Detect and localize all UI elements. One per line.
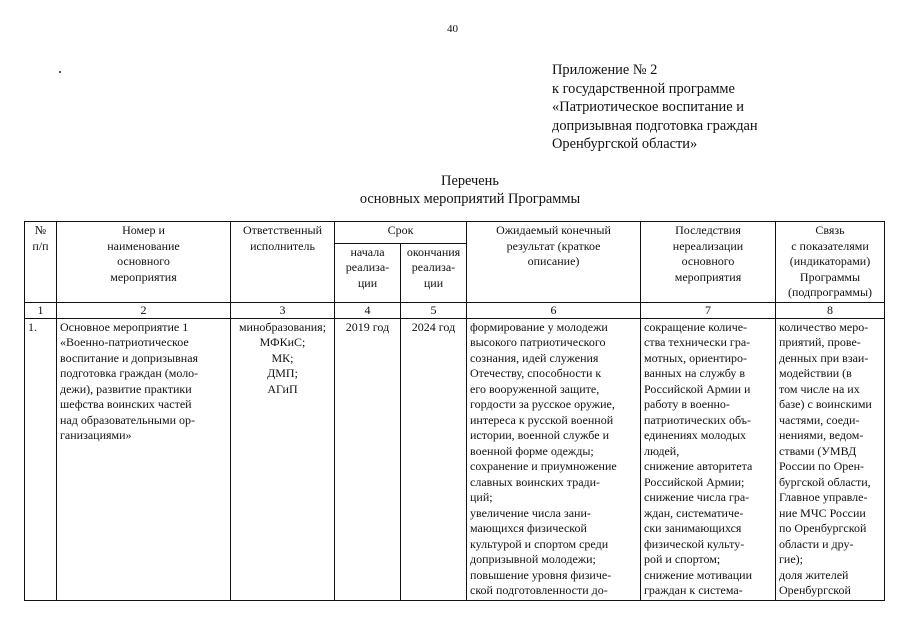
text-line: истории, военной службе и	[470, 428, 609, 442]
column-number: 2	[57, 302, 231, 318]
text-line: п/п	[32, 238, 49, 253]
text-line: ганизациями»	[60, 428, 132, 442]
text-line: нереализации	[672, 238, 744, 253]
header-end	[401, 243, 467, 302]
text-line: Связь	[815, 223, 845, 237]
text-line: ДМП;	[267, 366, 298, 380]
text-line: сохранение и приумножение	[470, 459, 617, 473]
text-line: с показателями	[791, 238, 869, 253]
scan-speck	[59, 71, 61, 73]
text-line: Оренбургской области»	[552, 136, 698, 153]
header-start	[335, 243, 401, 302]
text-line: снижение числа гра-	[644, 490, 750, 504]
appendix-heading	[552, 61, 758, 154]
text-line: ванных на службу в	[644, 366, 746, 380]
text-line: окончания	[406, 244, 461, 259]
table-row	[25, 318, 885, 600]
header-name	[57, 222, 231, 303]
text-line: Приложение № 2	[552, 62, 658, 78]
text-line: славных воинских тради-	[470, 474, 601, 489]
text-line: денных при взаи-	[779, 350, 869, 365]
text-line: высокого патриотического	[470, 335, 606, 349]
text-line: основного	[117, 254, 170, 268]
text-line: ской подготовленности до-	[470, 583, 608, 597]
column-number: 5	[401, 302, 467, 318]
text-line: над образовательными ор-	[60, 412, 196, 427]
text-line: (подпрограммы)	[787, 285, 873, 299]
title-line-1: Перечень	[441, 173, 499, 189]
non-implementation-consequences	[641, 318, 776, 600]
end-year: 2024 год	[401, 318, 467, 600]
text-line: шефства воинских частей	[60, 397, 192, 411]
text-line: мероприятия	[674, 269, 742, 284]
text-line: «Патриотическое воспитание и	[552, 99, 744, 116]
text-line: допризывной молодежи;	[470, 552, 596, 566]
text-line: доля жителей	[779, 567, 849, 582]
text-line: мероприятия	[110, 269, 177, 284]
text-line: «Военно-патриотическое	[60, 335, 189, 349]
text-line: описание)	[527, 254, 580, 268]
indicator-link	[776, 318, 885, 600]
text-line: Номер и	[122, 223, 165, 237]
text-line: реализа-	[345, 260, 390, 275]
text-line: МК;	[271, 350, 294, 365]
text-line: бургской области,	[779, 474, 871, 489]
text-line: ства технически гра-	[644, 335, 751, 349]
text-line: Оренбургской	[779, 583, 851, 597]
text-line: военной форме одежды;	[470, 443, 594, 458]
text-line: повышение уровня физиче-	[470, 567, 612, 582]
text-line: увеличение числа зани-	[470, 505, 591, 520]
text-line: по Оренбургской	[779, 521, 867, 535]
text-line: снижение авторитета	[644, 459, 753, 473]
text-line: сознания, идей служения	[470, 350, 599, 365]
text-line: ции	[357, 275, 378, 290]
text-line: гордости за русское оружие,	[470, 397, 615, 411]
text-line: его вооруженной защите,	[470, 381, 600, 396]
column-number: 4	[335, 302, 401, 318]
text-line: реализа-	[411, 260, 456, 275]
header-num	[25, 222, 57, 303]
text-line: мающихся физической	[470, 521, 587, 535]
header-consequences	[641, 222, 776, 303]
measure-name	[57, 318, 231, 600]
start-year: 2019 год	[335, 318, 401, 600]
text-line: снижение мотивации	[644, 567, 752, 582]
text-line: России по Орен-	[779, 459, 865, 473]
text-line: результат (краткое	[506, 238, 601, 253]
text-line: к государственной программе	[552, 80, 735, 97]
text-line: гие);	[779, 552, 803, 566]
text-line: минобразования;	[238, 319, 327, 334]
text-line: людей,	[644, 443, 680, 458]
column-numbers-row	[25, 302, 885, 318]
text-line: формирование у молодежи	[470, 319, 608, 334]
text-line: дежи), развитие практики	[60, 381, 192, 396]
text-line: области и дру-	[779, 536, 854, 551]
text-line: подготовка граждан (моло-	[60, 366, 199, 380]
text-line: Программы	[799, 269, 861, 284]
text-line: (индикаторами)	[789, 254, 871, 268]
text-line: сокращение количе-	[644, 319, 748, 334]
text-line: работу в военно-	[644, 397, 730, 411]
text-line: Основное мероприятие 1	[60, 319, 189, 334]
text-line: основного	[681, 254, 735, 268]
text-line: Последствия	[675, 223, 741, 237]
text-line: воспитание и допризывная	[60, 350, 199, 365]
text-line: ски занимающихся	[644, 521, 742, 535]
document-title	[0, 172, 905, 208]
text-line: ние МЧС России	[779, 505, 866, 520]
header-link	[776, 222, 885, 303]
text-line: Ожидаемый конечный	[496, 223, 611, 237]
executor	[231, 318, 335, 600]
expected-result	[467, 318, 641, 600]
column-number: 3	[231, 302, 335, 318]
text-line: ждан, систематиче-	[644, 505, 744, 520]
text-line: ции	[423, 275, 444, 290]
text-line: допризывная подготовка граждан	[552, 117, 758, 134]
header-term: Срок	[335, 222, 467, 244]
text-line: единениях молодых	[644, 428, 747, 442]
column-number: 8	[776, 302, 885, 318]
page-number: 40	[447, 23, 458, 35]
text-line: количество меро-	[779, 319, 869, 334]
text-line: наименование	[107, 238, 180, 253]
text-line: Главное управле-	[779, 490, 868, 504]
text-line: исполнитель	[250, 238, 315, 253]
text-line: АГиП	[267, 381, 298, 396]
measures-table	[24, 221, 885, 601]
text-line: мотных, ориентиро-	[644, 350, 747, 365]
header-result	[467, 222, 641, 303]
text-line: Ответственный	[242, 223, 323, 237]
text-line: ций;	[470, 490, 493, 504]
column-number: 6	[467, 302, 641, 318]
text-line: патриотических объ-	[644, 412, 752, 427]
text-line: ствами (УМВД	[779, 443, 857, 458]
text-line: Отечеству, способности к	[470, 366, 602, 380]
text-line: граждан к система-	[644, 583, 743, 597]
text-line: нениями, ведом-	[779, 428, 864, 442]
text-line: МФКиС;	[259, 335, 306, 349]
column-number: 1	[25, 302, 57, 318]
text-line: начала	[350, 244, 385, 259]
text-line: том числе на их	[779, 381, 860, 396]
text-line: частями, соеди-	[779, 412, 860, 427]
column-number: 7	[641, 302, 776, 318]
text-line: №	[34, 223, 47, 237]
text-line: рой и спортом;	[644, 552, 721, 566]
title-line-2: основных мероприятий Программы	[359, 191, 581, 207]
row-number: 1.	[25, 318, 57, 600]
text-line: базе) с воинскими	[779, 397, 872, 411]
header-executor	[231, 222, 335, 303]
text-line: приятий, прове-	[779, 335, 861, 349]
text-line: интереса к русской военной	[470, 412, 614, 427]
text-line: Российской Армии и	[644, 381, 751, 396]
text-line: Российской Армии;	[644, 474, 745, 489]
text-line: культурой и спортом среди	[470, 536, 609, 551]
text-line: модействии (в	[779, 366, 852, 380]
text-line: физической культу-	[644, 536, 745, 551]
